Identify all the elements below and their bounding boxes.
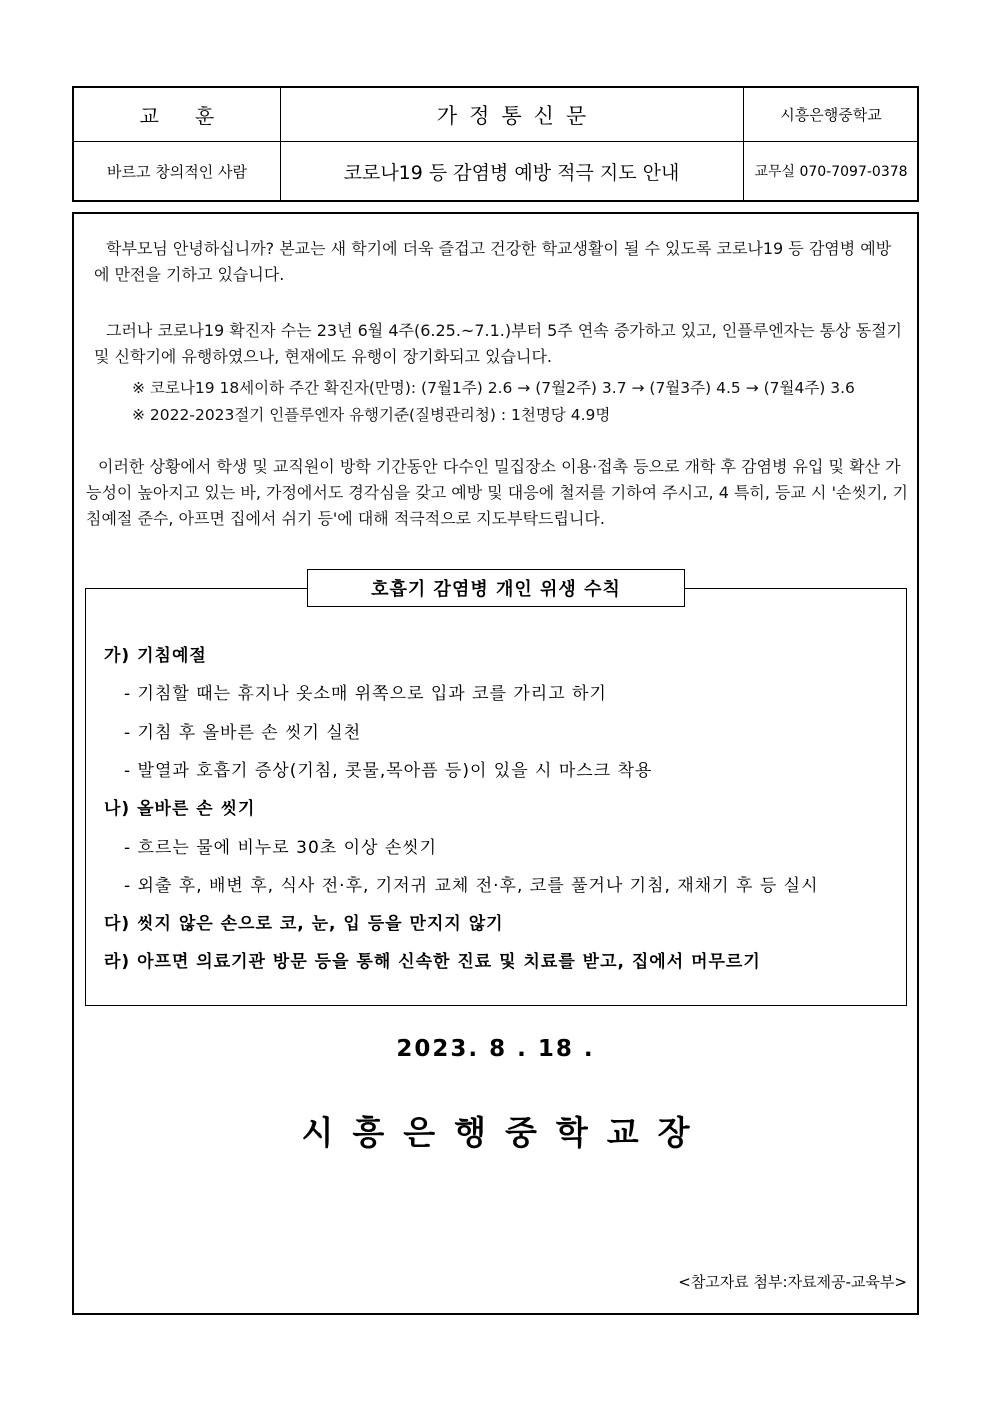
rule-b-heading: 나) 올바른 손 씻기 [104, 799, 256, 819]
school-motto: 바르고 창의적인 사람 [107, 162, 247, 181]
rule-a-item: - 기침할 때는 휴지나 옷소매 위쪽으로 입과 코를 가리고 하기 [124, 684, 607, 704]
hygiene-rules-title: 호흡기 감염병 개인 위생 수칙 [307, 569, 685, 607]
rule-a-item: - 기침 후 올바른 손 씻기 실천 [124, 723, 362, 743]
status-paragraph [94, 318, 904, 370]
note-influenza-threshold: ※ 2022-2023절기 인플루엔자 유행기준(질병관리청) : 1천명당 4.9명 [132, 406, 611, 424]
contact-phone: 교무실 070-7097-0378 [754, 164, 908, 180]
rule-a-item: - 발열과 호흡기 증상(기침, 콧물,목아픔 등)이 있을 시 마스크 착용 [124, 761, 653, 781]
request-paragraph [86, 454, 914, 532]
note-covid-cases: ※ 코로나19 18세이하 주간 확진자(만명): (7월1주) 2.6 → (7월2주) 3.7 → (7월3주) 4.5 → (7월4주) 3.6 [132, 379, 855, 397]
letter-body [72, 212, 919, 1315]
rule-d-heading: 라) 아프면 의료기관 방문 등을 통해 신속한 진료 및 치료를 받고, 집에서 머무르기 [104, 952, 761, 972]
rule-c-heading: 다) 씻지 않은 손으로 코, 눈, 입 등을 만지지 않기 [104, 914, 504, 934]
motto-label: 교훈 [139, 104, 251, 128]
subject-title: 코로나19 등 감염병 예방 적극 지도 안내 [343, 161, 680, 184]
status-text: 그러나 코로나19 확진자 수는 23년 6월 4주(6.25.~7.1.)부터 5주 연속 증가하고 있고, 인플루엔자는 통상 동절기 및 신학기에 유행하였으나, 현재에도 유행이 장기화되고 있습니다. [94, 321, 903, 366]
hygiene-rules-box [85, 588, 907, 1006]
newsletter-title: 가정통신문 [436, 103, 599, 128]
rule-b-item: - 흐르는 물에 비누로 30초 이상 손씻기 [124, 838, 438, 858]
intro-paragraph [94, 236, 904, 288]
issue-date: 2023. 8 . 18 . [396, 1036, 595, 1062]
intro-text: 학부모님 안녕하십니까? 본교는 새 학기에 더욱 즐겁고 건강한 학교생활이 될 수 있도록 코로나19 등 감염병 예방에 만전을 기하고 있습니다. [94, 239, 892, 284]
principal-signature: 시흥은행중학교장 [301, 1113, 709, 1152]
school-name: 시흥은행중학교 [780, 106, 882, 124]
header-table [72, 86, 919, 202]
reference-note: <참고자료 첨부:자료제공-교육부> [678, 1273, 907, 1291]
rule-b-item: - 외출 후, 배변 후, 식사 전·후, 기저귀 교체 전·후, 코를 풀거나 기침, 재채기 후 등 실시 [124, 876, 819, 896]
request-text: 이러한 상황에서 학생 및 교직원이 방학 기간동안 다수인 밀집장소 이용·접촉 등으로 개학 후 감염병 유입 및 확산 가능성이 높아지고 있는 바, 가정에서도 경각심을 갖고 예방 및 대응에 철저를 기하여 주시고, 4 특히, 등교 시 '손씻기, 기침예절 준수, 아프면 집에서 쉬기 등'에 대해 적극적으로 지도부탁드립니다. [86, 457, 908, 528]
rule-a-heading: 가) 기침예절 [104, 646, 207, 666]
